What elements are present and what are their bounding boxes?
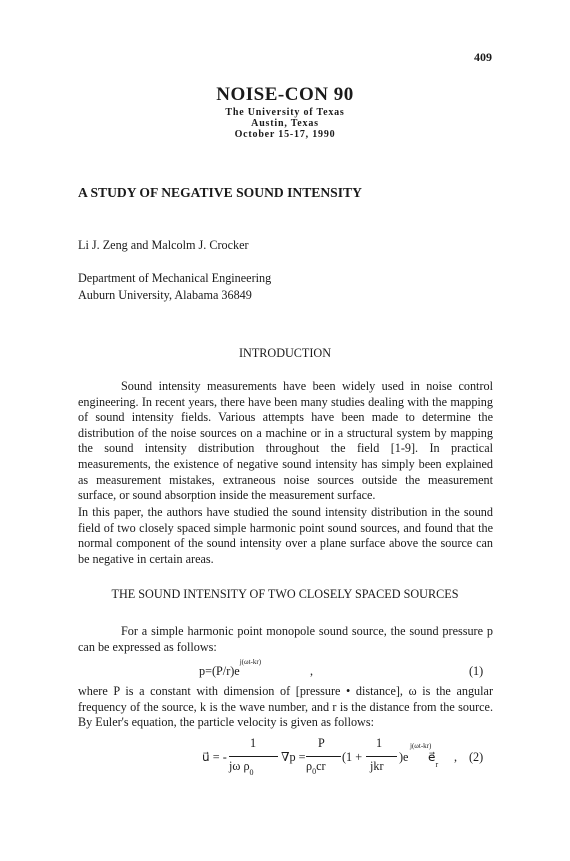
equation-1-comma: , (310, 664, 314, 678)
introduction-paragraph-1: Sound intensity measurements have been widely used in noise control engineering. In recent years, there have been many studies dealing with the mapping of sound intensity fields. Various attempts have been made to determine the distribution of the noise sources on a machine or in a structural system by mapping the sound intensity distribution throughout the field [1-9]. In practical measurements, the existence of negative sound intensity has simply been explained as measurement mistakes, extraneous noise sources outside the measurement surface, or sound absorption inside the measurement surface. (78, 379, 493, 503)
equation-2-frac3-bar (366, 756, 397, 757)
authors: Li J. Zeng and Malcolm J. Crocker (78, 238, 249, 252)
conference-city: Austin, Texas (251, 118, 319, 129)
equation-2-comma: , (454, 750, 458, 764)
equation-1-exponent: j(ωt-kr) (239, 658, 262, 666)
section-paragraph-1: For a simple harmonic point monopole sound source, the sound pressure p can be expressed as follows: (78, 624, 493, 654)
equation-1-base: p=(P/r)e (199, 664, 240, 678)
conference-title: NOISE-CON 90 (216, 84, 354, 105)
equation-2-number: (2) (469, 750, 484, 764)
equation-2 (0, 733, 570, 783)
equation-2-gradient: ∇p = (281, 750, 306, 764)
conference-dates: October 15-17, 1990 (234, 129, 336, 140)
equation-2-frac1-bar (229, 756, 278, 757)
equation-2-frac2-numerator: P (318, 736, 325, 750)
section-paragraph-2: where P is a constant with dimension of [pressure • distance], ω is the angular frequency of the source, k is the wave number, and r is the distance from the source. By Euler's equation, the particle velocity is given as follows: (78, 684, 493, 730)
equation-2-exponent: j(ωt-kr) (410, 742, 432, 750)
section-heading: THE SOUND INTENSITY OF TWO CLOSELY SPACED SOURCES (111, 587, 459, 601)
equation-2-frac1-denominator: jω $\rho_0$ (229, 759, 254, 777)
equation-2-lhs: u⃗ = - (202, 750, 227, 764)
equation-2-frac3-denominator: jkr (370, 759, 384, 773)
introduction-paragraph-2: In this paper, the authors have studied the sound intensity distribution in the sound field of two closely spaced simple harmonic point sound sources, and found that the normal component of the sound intensity over a plane surface above the source can be negative in certain areas. (78, 505, 493, 566)
conference-venue: The University of Texas (225, 107, 345, 118)
department: Department of Mechanical Engineering (78, 271, 272, 285)
equation-2-frac1-numerator: 1 (250, 736, 257, 750)
equation-2-frac2-denominator: $\rho_0cr$ (306, 759, 326, 776)
page-number: 409 (474, 50, 492, 64)
university: Auburn University, Alabama 36849 (78, 288, 252, 302)
equation-2-open-paren: (1 + (342, 750, 363, 764)
equation-1-number: (1) (469, 664, 484, 678)
equation-2-frac2-bar (306, 756, 341, 757)
paper-title: A STUDY OF NEGATIVE SOUND INTENSITY (78, 185, 362, 200)
introduction-heading: INTRODUCTION (238, 346, 332, 360)
equation-2-unit-vector: $e⃗_r$ (428, 750, 439, 769)
equation-2-frac3-numerator: 1 (376, 736, 383, 750)
equation-2-close-paren: )e (399, 750, 409, 764)
